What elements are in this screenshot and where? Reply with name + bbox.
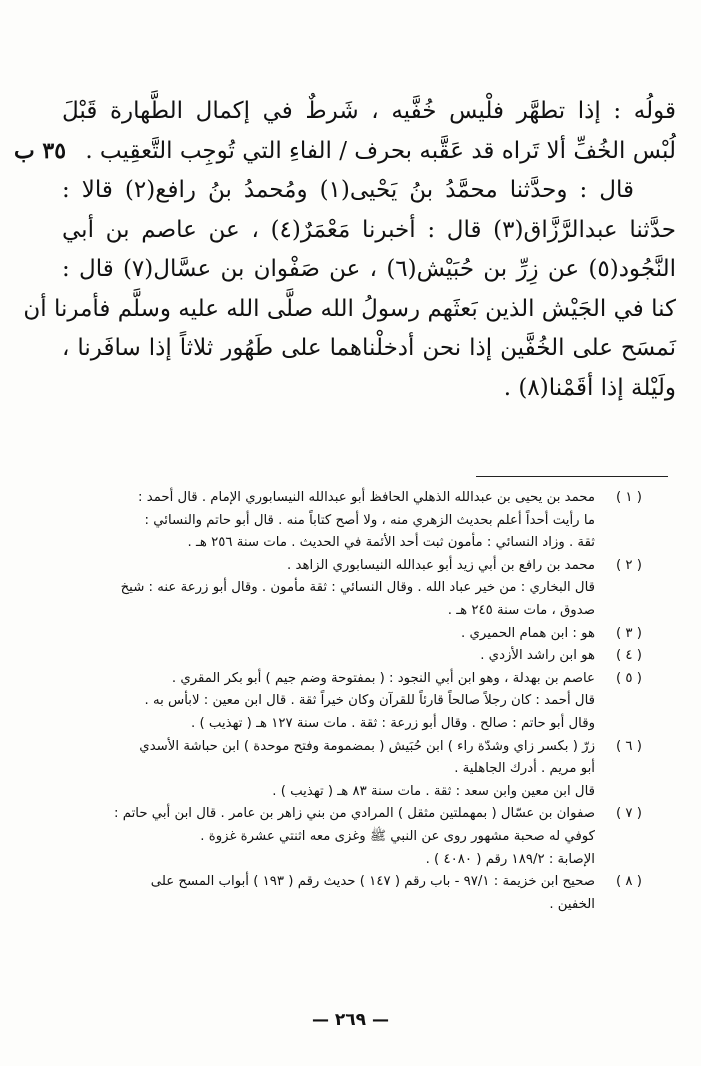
footnote-6 xyxy=(37,736,653,804)
footnote-8 xyxy=(37,871,653,916)
footnote-line: هو ابن راشد الأزدي . xyxy=(480,648,595,664)
footnote-number: ( ٤ ) xyxy=(616,648,642,664)
footnote-number: ( ٦ ) xyxy=(616,738,642,754)
footnotes xyxy=(37,487,653,916)
footnote-line: محمد بن رافع بن أبي زيد أبو عبدالله النيسابوري الزاهد . xyxy=(287,557,595,573)
footnote-number: ( ٨ ) xyxy=(616,874,642,890)
footnote-7 xyxy=(37,803,653,871)
main-line: قولُه : إذا تطهَّر فلْيس خُفَّيه ، شَرطٌ في إكمال الطَّهارة قَبْلَ xyxy=(62,98,676,124)
main-line: حدَّثنا عبدالرَّزَّاق(٣) قال : أخبرنا مَعْمَرٌ(٤) ، عن عاصم بن أبي xyxy=(62,216,676,243)
footnote-line: صفوان بن عسّال ( بمهملتين مثقل ) المرادي من بني زاهر بن عامر . قال ابن أبي حاتم : xyxy=(114,806,595,822)
footnote-3 xyxy=(37,623,653,646)
footnote-line: صحيح ابن خزيمة : ٩٧/١ - باب رقم ( ١٤٧ ) حديث رقم ( ١٩٣ ) أبواب المسح على xyxy=(150,874,595,890)
footnote-line: ما رأيت أحداً أعلم بحديث الزهري منه ، ولا أصح كتاباً منه . قال أبو حاتم والنسائي : xyxy=(144,512,595,528)
footnote-line: أبو مريم . أدرك الجاهلية . xyxy=(454,761,595,777)
main-line xyxy=(14,132,676,172)
footnote-4 xyxy=(37,645,653,668)
footnote-separator xyxy=(476,476,668,477)
footnote-number: ( ٧ ) xyxy=(616,806,642,822)
footnote-line: عاصم بن بهدلة ، وهو ابن أبي النجود : ( بمفتوحة وضم جيم ) أبو بكر المقري . xyxy=(171,670,595,686)
footnote-line: ثقة . وزاد النسائي : مأمون ثبت أحد الأئمة في الحديث . مات سنة ٢٥٦ هـ . xyxy=(187,535,595,551)
page-number: — ٢٦٩ — xyxy=(312,1010,389,1030)
footnote-line: صدوق ، مات سنة ٢٤٥ هـ . xyxy=(447,602,595,618)
footnote-1 xyxy=(37,487,653,555)
footnote-line: الإصابة : ١٨٩/٢ رقم ( ٤٠٨٠ ) . xyxy=(425,851,595,867)
footnote-number: ( ٥ ) xyxy=(616,670,642,686)
footnote-number: ( ٢ ) xyxy=(616,557,642,573)
footnote-line: قال أحمد : كان رجلاً صالحاً قارئاً للقرآن وكان خيراً ثقة . قال ابن معين : لابأس به . xyxy=(144,693,595,709)
footnote-line: وقال أبو حاتم : صالح . وقال أبو زرعة : ثقة . مات سنة ١٢٧ هـ ( تهذيب ) . xyxy=(191,715,595,731)
main-line: ولَيْلة إذا أقَمْنا(٨) . xyxy=(503,374,676,401)
main-line: قال : وحدَّثنا محمَّدُ بنُ يَحْيى(١) ومُحمدُ بنُ رافع(٢) قالا : xyxy=(62,177,634,203)
main-text xyxy=(14,92,677,408)
main-line-text: لُبْس الخُفِّ ألا تَراه قد عَقَّبه بحرف / الفاءِ التي تُوجِب التَّعقِيب . xyxy=(85,137,676,164)
main-line: كنا في الجَيْش الذين بَعثَهم رسولُ الله صلَّى الله عليه وسلَّم فأمرنا أن xyxy=(23,295,676,322)
main-line: النَّجُود(٥) عن زِرِّ بن حُبَيْش(٦) ، عن صَفْوان بن عسَّال(٧) قال : xyxy=(62,256,677,282)
footnote-line: قال ابن معين وابن سعد : ثقة . مات سنة ٨٣ هـ ( تهذيب ) . xyxy=(272,783,595,799)
footnote-5 xyxy=(37,668,653,736)
footnote-number: ( ٣ ) xyxy=(616,625,642,641)
footnote-line: زرّ ( بكسر زاي وشدّة راء ) ابن حُبَيش ( بمضمومة وفتح موحدة ) ابن حباشة الأسدي xyxy=(139,738,595,754)
footnote-line: الخفين . xyxy=(549,896,595,912)
footnote-line: كوفي له صحبة مشهور روى عن النبي ﷺ وغزى معه اثنتي عشرة غزوة . xyxy=(200,828,595,844)
footnote-line: قال البخاري : من خير عباد الله . وقال النسائي : ثقة مأمون . وقال أبو زرعة عنه : شيخ xyxy=(120,580,595,596)
footnote-number: ( ١ ) xyxy=(616,490,642,505)
main-line: نَمسَح على الخُفَّين إذا نحن أدخلْناهما على طَهُور ثلاثاً إذا سافَرنا ، xyxy=(62,335,676,361)
footnote-2 xyxy=(37,555,653,623)
folio-marker: ٣٥ ب xyxy=(14,137,67,164)
footnote-line: محمد بن يحيى بن عبدالله الذهلي الحافظ أبو عبدالله النيسابوري الإمام . قال أحمد : xyxy=(138,490,595,505)
footnote-line: هو : ابن همام الحميري . xyxy=(461,625,595,641)
